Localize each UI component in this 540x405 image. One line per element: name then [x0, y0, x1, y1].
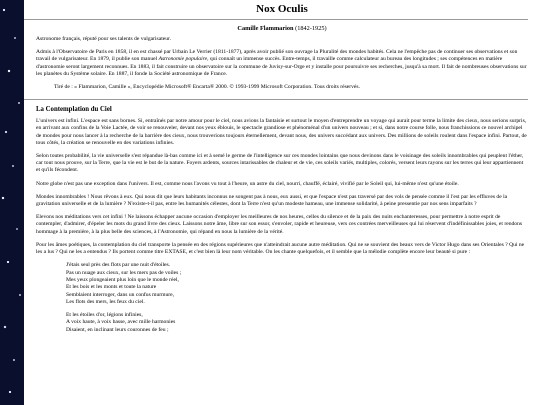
- section-divider: [24, 99, 528, 100]
- essay-paragraph: Notre globe n'est pas une exception dans l'univers. Il est, comme nous l'avons vu tout à l'heure, un astre du ciel, nourri, chauffé, éclairé, vivifié par le Soleil qui, lui-même n'est qu'une étoile.: [36, 180, 459, 187]
- essay-paragraph: L'univers est infini. L'espace est sans bornes. Si, entraînés par notre amour pour le ciel, nous avions la fantaisie et surtout le moyen d'entreprendre un voyage qui aurait pour terme la limite des cieux, nous serions surpris, en arrivant aux confins de la Voie Lactée, de voir se renouveler, devant nos yeux éblouis, le spectacle grandiose et phénoménal d'un univers nouveau ; et si, dans notre course folle, nous franchissions ce nouvel archipel de mondes pour nous lancer à la recherche de la barrière des cieux, nous trouverions toujours éternellement, devant nous, des univers succédant aux univers. Des millions de soleils roulent dans l'espace infini. Partout, de tous côtés, la création se renouvelle en des variations infinies.: [36, 118, 527, 146]
- bio-intro: Astronome français, réputé pour ses talents de vulgarisateur.: [36, 36, 171, 42]
- bio-section: [24, 25, 540, 91]
- poem-line: Pas un nuage aux cieux, sur les mers pas de voiles ;: [66, 269, 182, 276]
- author-name: Camille Flammarion: [237, 25, 294, 32]
- section-title: La Contemplation du Ciel: [36, 106, 112, 114]
- essay-paragraph: Selon toutes probabilité, la vie universelle s'est répandue là-bas comme ici et à semé le germe de l'intelligence sur ces mondes lointains que nous devinons dans le voisinage des soleils innombrables qui peuplent l'éther, car tout nous prouve, sur la Terre, que la vie est le but de la nature. Foyers ardents, sources intarissables de chaleur et de vie, ces soleils variés, multiples, colorés, versent leurs rayons sur les terres qui leur appartiennent et qu'ils fécondent.: [36, 153, 524, 174]
- poem-line: Les flots des mers, les feux du ciel.: [66, 299, 145, 306]
- source-credit: Tiré de : « Flammarion, Camille », Encyclopédie Microsoft® Encarta® 2000. © 1993-1999 Microsoft Corporation. Tous droits réservés.: [54, 84, 360, 91]
- bio-text-part2: , qui connaît un immense succès. Entre-temps, il travaille comme calculateur au bureau des longitudes ; ses compétences en matière d'astronomie seront largement reconnues. En 1883, il fait construire un observatoire sur la commune de Juvisy-sur-Orge et y installe pour poursuivre ses recherches, jusqu'à sa mort. Il fait de nombreuses observations sur les planètes du Système solaire. En 1887, il fonde la Société astronomique de France.: [36, 56, 527, 77]
- poem-line: Et les étoiles d'or, légions infinies,: [66, 311, 143, 318]
- poem-line: J'étais seul près des flots par une nuit d'étoiles.: [66, 262, 171, 269]
- poem-line: Disaient, en inclinant leurs couronnes de feu ;: [66, 326, 169, 333]
- author-heading: [36, 25, 528, 32]
- top-divider: [24, 19, 528, 20]
- poem-line: Mes yeux plongeaient plus loin que le monde réel,: [66, 277, 179, 284]
- poem-line: Et les bois et les monts et toute la nature: [66, 284, 157, 291]
- essay-paragraph: Elevons nos méditations vers cet infini ! Ne laissons échapper aucune occasion d'employer les meilleures de nos heures, celles du silence et de la paix des nuits enchanteresses, pour permettre à notre esprit de contempler, d'admirer, d'épeler les mots du grand livre des cieux. Laissons notre âme, libre sur son essor, s'envoler, rapide et heureuse, vers ces contrées merveilleuses qui lui réservent d'indéfinissables joies, et rendons hommage à la première, à la plus belle des sciences, à l'Astronomie, qui répand en nous la lumière de la vérité.: [36, 214, 523, 235]
- author-dates: (1842-1925): [295, 25, 327, 32]
- poem-block: [66, 262, 528, 334]
- site-title: Nox Oculis: [256, 3, 308, 15]
- bio-text-part1: Admis à l'Observatoire de Paris en 1858, il en est chassé par Urbain Le Verrier (1811-1877), après avoir publié son ouvrage la Pluralité des mondes habités. Cela ne l'empêche pas de continuer ses observations et son travail de vulgarisateur. En 1879, il publie son manuel: [36, 49, 518, 63]
- poem-line: Semblaient interroger, dans un confus murmure,: [66, 291, 175, 298]
- book-title: Astronomie populaire: [158, 56, 208, 63]
- essay-section: [24, 106, 540, 334]
- page-content: [24, 0, 540, 405]
- essay-paragraph: Pour les âmes poétiques, la contemplation du ciel transporte la pensée en des régions supérieures que n'atteindrait aucune autre méditation. Qui ne se souvient des beaux vers de Victor Hugo dans ses Orientales ? Qui ne les a lus ? Qui ne les a entendus ? Ils portent comme titre EXTASE, et c'est bien là leur nom véritable. On les chante quelquefois, et il semble que la mélodie complète encore leur beauté si pure :: [36, 241, 525, 256]
- bio-paragraph: [36, 49, 528, 78]
- essay-paragraph: Mondes innombrables ! Nous rêvons à eux. Qui nous dit que leurs habitants inconnus ne songent pas à nous, eux aussi, et que l'espace n'est pas traversé par des vols de pensée comme il l'est par les effluves de la gravitation universelle et de la lumière ? N'existe-t-il pas, entre les humanités célestes, dont la Terre n'est qu'un modeste hameau, une immense solidarité, à peine pressentie par nos sens imparfaits ?: [36, 193, 508, 208]
- poem-line: A voix haute, à voix basse, avec mille harmonies: [66, 319, 176, 326]
- starfield-background: [0, 0, 24, 405]
